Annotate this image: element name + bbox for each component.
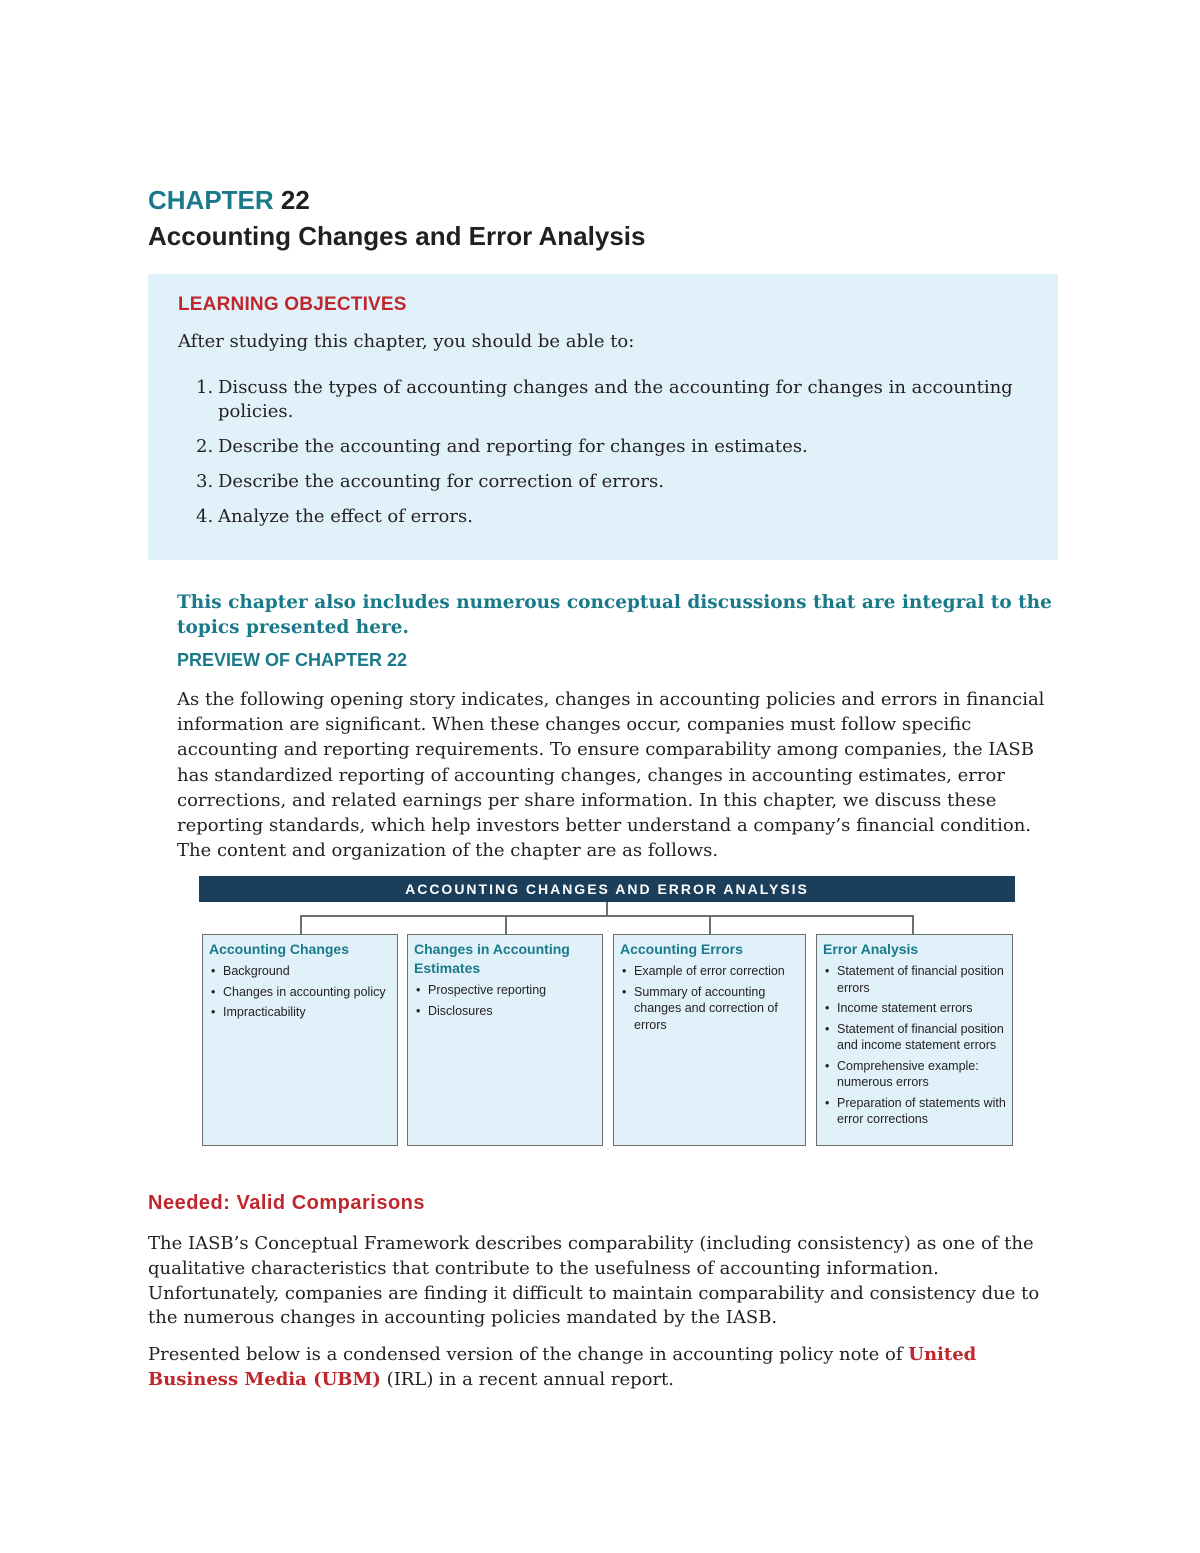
topic-text: Example of error correction <box>634 964 785 978</box>
objective-text: Describe the accounting for correction of errors. <box>218 471 664 492</box>
box-topic <box>823 1058 1006 1091</box>
bullet: • <box>622 984 627 999</box>
learning-objectives-list <box>178 376 1038 540</box>
topic-text: Comprehensive example: numerous errors <box>837 1058 979 1089</box>
section-heading: Needed: Valid Comparisons <box>148 1192 426 1214</box>
topic-text: Background <box>223 964 290 978</box>
objective-number: 3. <box>196 471 214 492</box>
box-changes-in-estimates <box>407 934 603 1146</box>
paragraph-2-tail: (IRL) in a recent annual report. <box>380 1369 675 1390</box>
objective-number: 4. <box>196 506 214 527</box>
topic-text: Changes in accounting policy <box>223 984 386 999</box>
connector-drop-4 <box>912 915 914 934</box>
box-topic <box>620 963 799 980</box>
learning-objective-1 <box>178 376 1038 424</box>
connector-drop-3 <box>709 915 711 934</box>
objective-number: 1. <box>196 377 214 398</box>
chapter-organization-chart <box>199 876 1015 1148</box>
bullet: • <box>825 964 830 978</box>
box-topic <box>209 984 391 1001</box>
section-paragraph-1: The IASB’s Conceptual Framework describes comparability (including consistency) as one of the qualitative characteristics that contribute to the usefulness of accounting information. Unfortunately, companies are finding it difficult to maintain comparability and consistency due to the numerous changes in accounting policies mandated by the IASB. <box>148 1233 1040 1329</box>
objective-text: Describe the accounting and reporting for changes in estimates. <box>218 436 808 457</box>
learning-objectives-box <box>148 274 1058 560</box>
box-topic <box>414 1003 596 1020</box>
bullet: • <box>211 964 216 978</box>
topic-text: Impracticability <box>223 1005 306 1019</box>
bullet: • <box>825 1058 830 1073</box>
learning-objective-2 <box>178 435 1038 459</box>
box-topic <box>209 963 391 980</box>
box-error-analysis <box>816 934 1013 1146</box>
bullet: • <box>622 964 627 978</box>
learning-objectives-heading: LEARNING OBJECTIVES <box>178 294 407 315</box>
box-topic <box>823 1000 1006 1017</box>
box-topic-list <box>209 963 391 1021</box>
preview-paragraph: As the following opening story indicates, changes in accounting policies and errors in financial information are significant. When these changes occur, companies must follow specific accounting and reporting requirements. To ensure comparability among companies, the IASB has standardized reporting of accounting changes, changes in accounting estimates, error corrections, and related earnings per share information. In this chapter, we discuss these reporting standards, which help investors better understand a company’s financial condition. The content and organization of the chapter are as follows. <box>177 689 1045 862</box>
box-topic-list <box>620 963 799 1033</box>
box-topic <box>823 1095 1006 1128</box>
box-topic-list <box>823 963 1006 1128</box>
topic-text: Disclosures <box>428 1003 493 1018</box>
box-title: Changes in Accounting Estimates <box>414 941 570 976</box>
connector-trunk <box>606 902 608 916</box>
bullet: • <box>825 1021 830 1036</box>
bullet: • <box>416 983 421 997</box>
box-topic <box>209 1004 391 1021</box>
bullet: • <box>825 1095 830 1110</box>
chapter-word: CHAPTER <box>148 185 274 215</box>
company-name: United Business Media (UBM) <box>148 1344 977 1390</box>
chapter-title: Accounting Changes and Error Analysis <box>148 221 646 251</box>
chapter-label <box>148 184 310 216</box>
objective-number: 2. <box>196 436 214 457</box>
box-topic <box>620 984 799 1034</box>
bullet: • <box>825 1001 830 1015</box>
chart-header: ACCOUNTING CHANGES AND ERROR ANALYSIS <box>199 876 1015 902</box>
conceptual-note: This chapter also includes numerous conceptual discussions that are integral to the topics presented here. <box>177 592 1052 638</box>
bullet: • <box>211 1005 216 1019</box>
chapter-number: 22 <box>280 185 310 215</box>
connector-bar <box>300 915 914 917</box>
box-topic-list <box>414 982 596 1019</box>
box-topic <box>414 982 596 999</box>
box-topic <box>823 1021 1006 1054</box>
box-title: Accounting Errors <box>620 941 743 957</box>
section-paragraph-2 <box>148 1342 1058 1392</box>
bullet: • <box>416 1003 421 1018</box>
topic-text: Preparation of statements with error corrections <box>837 1095 1006 1126</box>
learning-objective-4 <box>178 505 1038 529</box>
box-topic <box>823 963 1006 996</box>
box-title: Accounting Changes <box>209 941 350 957</box>
box-accounting-errors <box>613 934 806 1146</box>
topic-text: Statement of financial position and income statement errors <box>837 1021 1004 1052</box>
bullet: • <box>211 984 216 999</box>
learning-objectives-intro: After studying this chapter, you should be able to: <box>178 331 635 352</box>
box-title: Error Analysis <box>823 941 919 957</box>
connector-drop-2 <box>505 915 507 934</box>
objective-text: Discuss the types of accounting changes and the accounting for changes in accounting policies. <box>218 377 1013 422</box>
topic-text: Summary of accounting changes and correction of errors <box>634 984 778 1032</box>
connector-drop-1 <box>300 915 302 934</box>
paragraph-2-lead: Presented below is a condensed version of the change in accounting policy note of <box>148 1344 909 1365</box>
objective-text: Analyze the effect of errors. <box>218 506 473 527</box>
topic-text: Statement of financial position errors <box>837 964 1004 995</box>
box-accounting-changes <box>202 934 398 1146</box>
preview-heading: PREVIEW OF CHAPTER 22 <box>177 650 408 670</box>
learning-objective-3 <box>178 470 1038 494</box>
topic-text: Prospective reporting <box>428 983 547 997</box>
topic-text: Income statement errors <box>837 1001 973 1015</box>
